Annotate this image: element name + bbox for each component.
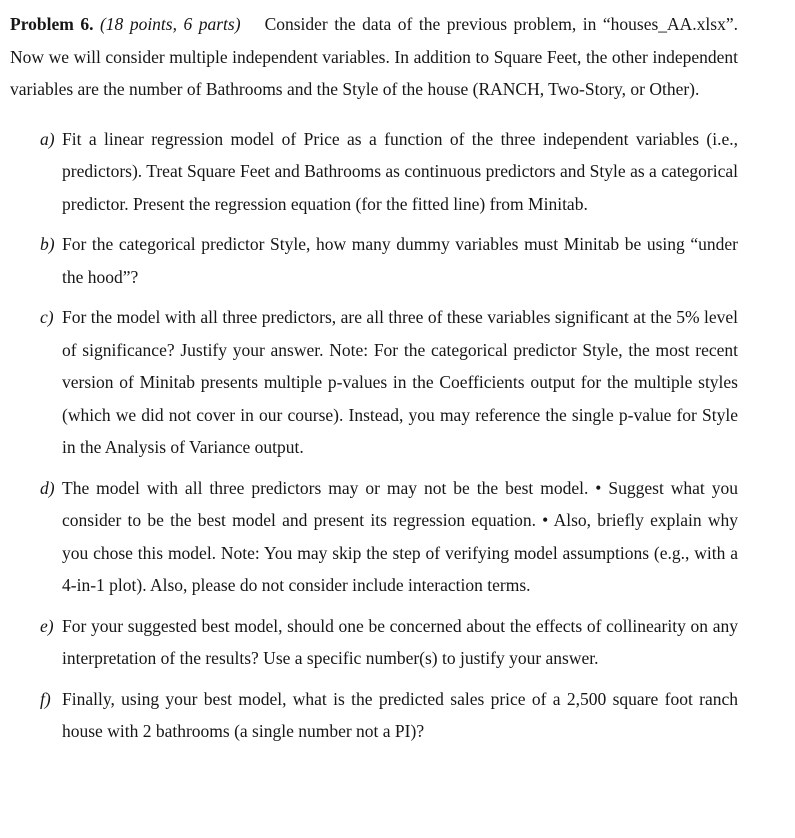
problem-statement: [10, 8, 738, 748]
problem-part-b: [10, 228, 738, 293]
problem-part-f: [10, 683, 738, 748]
part-c-label: c): [40, 307, 54, 327]
part-b-label: b): [40, 234, 55, 254]
problem-points-label: (18 points, 6 parts): [99, 14, 241, 34]
problem-part-a: [10, 123, 738, 221]
problem-part-e: [10, 610, 738, 675]
problem-intro-paragraph: [10, 8, 738, 106]
part-f-text: Finally, using your best model, what is the predicted sales price of a 2,500 square foot ranch house with 2 bathrooms (a single number not a PI)?: [62, 688, 738, 741]
part-a-label: a): [40, 128, 55, 149]
part-f-label: f): [40, 688, 51, 709]
part-e-text: For your suggested best model, should one be concerned about the effects of collinearity on any interpretation of the results? Use a specific number(s) to justify your answer.: [62, 615, 738, 668]
part-b-text: For the categorical predictor Style, how many dummy variables must Minitab be using “under the hood”?: [62, 234, 738, 287]
part-a-text: Fit a linear regression model of Price as a function of the three independent variables (i.e., predictors). Treat Square Feet and Bathrooms as continuous predictors and Style as a categorical predictor. Present the regression equation (for the fitted line) from Minitab.: [62, 128, 738, 214]
problem-number-label: Problem 6.: [10, 14, 94, 34]
problem-parts-list: [10, 123, 738, 748]
problem-part-d: [10, 472, 738, 602]
part-e-label: e): [40, 615, 54, 636]
part-c-text: For the model with all three predictors, are all three of these variables significant at the 5% level of significance? Justify your answer. Note: For the categorical predictor Style, the most recent version of Minitab presents multiple p-values in the Coefficients output for the multiple styles (which we did not cover in our course). Instead, you may reference the single p-value for Style in the Analysis of Variance output.: [62, 307, 738, 457]
part-d-label: d): [40, 477, 55, 498]
problem-intro-text: Consider the data of the previous problem, in “houses_AA.xlsx”. Now we will consider multiple independent variables. In addition to Square Feet, the other independent variables are the number of Bathrooms and the Style of the house (RANCH, Two-Story, or Other).: [10, 14, 738, 99]
problem-part-c: [10, 301, 738, 464]
part-d-text: The model with all three predictors may or may not be the best model. • Suggest what you consider to be the best model and present its regression equation. • Also, briefly explain why you chose this model. Note: You may skip the step of verifying model assumptions (e.g., with a 4-in-1 plot). Also, please do not consider include interaction terms.: [62, 477, 738, 595]
